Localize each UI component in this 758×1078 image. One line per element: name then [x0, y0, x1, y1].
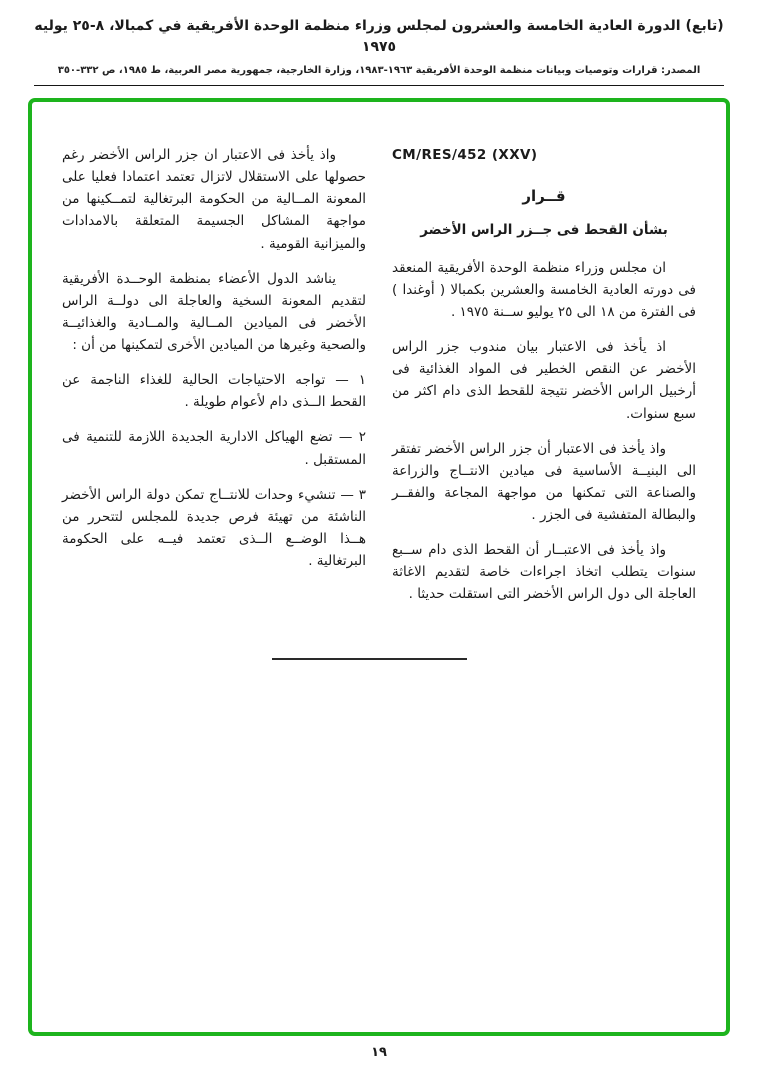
resolution-subtitle: بشأن القحط فى جــزر الراس الأخضر: [420, 221, 668, 238]
paragraph: ان مجلس وزراء منظمة الوحدة الأفريقية المنعقد فى دورته العادية الخامسة والعشرين بكمبالا ( أوغندا ) فى الفترة من ١٨ الى ٢٥ يوليو ســنة ١٩٧٥ .: [392, 259, 696, 321]
page-header: [20, 16, 738, 86]
column-right: [392, 144, 696, 606]
numbered-item: ١ — تواجه الاحتياجات الحالية للغذاء الناجمة عن القحط الــذى دام لأعوام طويلة .: [62, 372, 366, 411]
paragraph: يناشد الدول الأعضاء بمنظمة الوحــدة الأفريقية لتقديم المعونة السخية والعاجلة الى دولــة الراس الأخضر فى الميادين المــالية والمــادية والغذائيــة والصحية وغيرها من الميادين الأخرى لتمكينها من أن :: [62, 270, 366, 353]
resolution-reference: CM/RES/452 (XXV): [392, 147, 538, 163]
header-divider: [34, 85, 724, 86]
section-end-divider: [272, 658, 467, 660]
page-number: ١٩: [371, 1045, 387, 1060]
source-note: المصدر: قرارات وتوصيات وبيانات منظمة الوحدة الأفريقية ١٩٦٣-١٩٨٣، وزارة الخارجية، جمهورية مصر العربية، ط ١٩٨٥، ص ٣٣٢-٣٥٠: [57, 65, 701, 76]
numbered-item: ٣ — تنشيء وحدات للانتــاج تمكن دولة الراس الأخضر الناشئة من تهيئة فرص جديدة للمجلس لتتحرر من هــذا الوضــع الــذى تعتمد فيــه على الحكومة البرتغالية .: [62, 486, 366, 569]
session-title: (تابع) الدورة العادية الخامسة والعشرون لمجلس وزراء منظمة الوحدة الأفريقية في كمبالا، ٨-٢٥ يوليه ١٩٧٥: [34, 18, 724, 55]
paragraph: واذ يأخذ فى الاعتبار ان جزر الراس الأخضر رغم حصولها على الاستقلال لاتزال تعتمد اعتمادا فعليا على المعونة المــالية من الحكومة البرتغالية لتمــكينها من مواجهة المشاكل الجسيمة المتعلقة بالامدادات والميزانية القومية .: [62, 147, 366, 252]
paragraph: واذ يأخذ فى الاعتبــار أن القحط الذى دام ســبع سنوات يتطلب اتخاذ اجراءات خاصة لتقديم الاغاثة العاجلة الى دول الراس الأخضر التى استقلت حديثا .: [392, 542, 696, 603]
paragraph: واذ يأخذ فى الاعتبار أن جزر الراس الأخضر تفتقر الى البنيــة الأساسية فى ميادين الانتــاج والزراعة والصناعة التى تمكنها من مواجهة المجاعة والفقــر والبطالة المتفشية فى الجزر .: [392, 440, 696, 524]
resolution-title: قــرار: [522, 187, 566, 206]
column-left: [62, 144, 366, 606]
two-column-layout: [62, 144, 696, 606]
resolution-box: [28, 98, 730, 1036]
paragraph: اذ يأخذ فى الاعتبار بيان مندوب جزر الراس الأخضر عن النقص الخطير فى المواد الغذائية فى أرخبيل الراس الأخضر نتيجة للقحط الذى دام اكثر من سبع سنوات.: [392, 339, 696, 422]
numbered-item: ٢ — تضع الهياكل الادارية الجديدة اللازمة للتنمية فى المستقبل .: [62, 429, 366, 468]
